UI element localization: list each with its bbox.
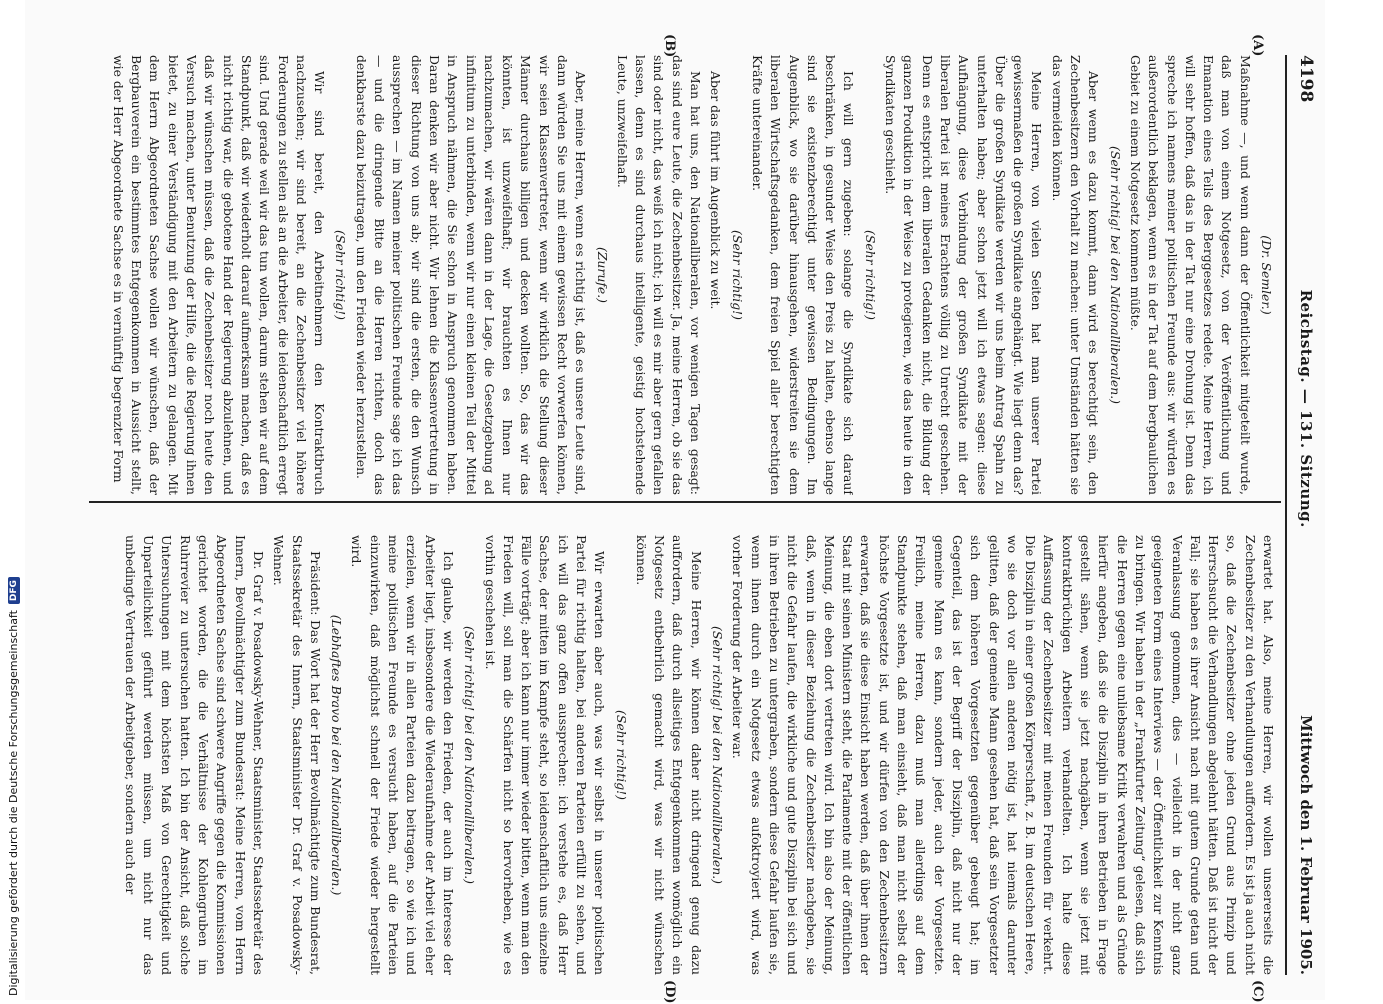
dfg-logo-icon: DFG <box>8 577 20 604</box>
session-title: Reichstag. — 131. Sitzung. <box>1297 289 1315 528</box>
paragraph: Wir erwarten aber auch, was wir selbst in unserer politischen Partei für richtig halten, bei anderen Parteien erfüllt zu sehen, und ich will das ganz offen aussprechen: ich verstehe es, daß Herr Sachse, der mitten im Kampfe steht, so leidenschaftlich uns einzelne Fälle vorträgt; aber ich kann nur immer wieder bitten, wenn man den Frieden will, soll man die Schärfen nicht so hervorheben, wie es vorhin geschehen ist. <box>482 535 608 975</box>
paragraph: Man hat uns, den Nationalliberalen, vor wenigen Tagen gesagt: das sind eure Leute, die Zechenbesitzer. Ja, meine Herren, ob sie das sind oder nicht, das weiß ich nicht; ich will es mir aber gern gefallen lassen, denn es sind durchaus intelligente, geistig hochstehende Leute, unzweifelhaft. <box>614 55 704 495</box>
margin-marker-b: (B) <box>662 34 677 58</box>
margin-marker-a: (A) <box>1250 34 1265 57</box>
margin-marker-d: (D) <box>662 980 677 1004</box>
credit-text: Digitalisierung gefördert durch die Deutsche Forschungsgemeinschaft <box>7 610 20 996</box>
session-date: Mittwoch den 1. Februar 1905. <box>1297 715 1315 975</box>
column-divider <box>89 501 1281 503</box>
speaker-paragraph: Dr. Graf v. Posadowsky-Wehner, Staatsminister, Staatssekretär des Innern, Bevollmächtigter zum Bundesrat: Meine Herren, vom Herrn Abgeordneten Sachse sind schwere Angriffe gegen die Kommissionen gerichtet worden, die die Verhältnisse der Kohlengruben im Ruhrrevier zu untersuchen hatten. Ich bin der Ansicht, daß solche Untersuchungen mit dem höchsten Maß von Gerechtigkeit und Unparteilichkeit geführt werden müssen, um nicht nur das unbedingte Vertrauen der Arbeitgeber, sondern auch der <box>122 535 266 975</box>
interjection: (Sehr richtig!) <box>333 230 349 320</box>
paragraph: erwartet hat. Also, meine Herren, wir wollen unsererseits die Zechenbesitzer zu den Verhandlungen auffordern. Es ist ja auch nicht so, daß die Zechenbesitzer ohne jeden Grund aus Prinzip und Herrschsucht die Verhandlungen abgelehnt hätten. Daß ist nicht der Fall; sie haben es ihrer Ansicht nach mit gutem Grunde getan und Veranlassung genommen, dies — vielleicht in der nicht ganz geeigneten Form eines Interviews — der Öffentlichkeit zur Kenntnis zu bringen. Wir haben in der „Frankfurter Zeitung“ gelesen, daß sich die Herren gegen eine unliebsame Kritik verwahren und als Gründe hierfür angeben, daß sie die Disziplin in ihren Betrieben in Frage gestellt sähen, wenn sie jetzt nachgäben, wenn sie jetzt mit kontraktbrüchigen Arbeitern verhandelten. Ich halte diese Auffassung der Zechenbesitzer mit meinen Freunden für verkehrt. Die Disziplin in einer großen Körperschaft, z. B. im deutschen Heere, wo sie doch vor allen anderen nötig ist, hat niemals darunter gelitten, daß der gemeine Mann gesehen hat, daß sein Vorgesetzter sich dem höheren Vorgesetzten gegenüber gebeugt hat; im Gegenteil, das ist der Begriff der Disziplin, daß nicht nur der gemeine Mann es kann, sondern jeder, auch der Vorgesetzte. Freilich, meine Herren, dazu muß man allerdings auf dem Standpunkte stehen, daß man einsieht, daß man nicht selbst der höchste Vorgesetzte ist, und wir dürfen von den Zechenbesitzern erwarten, daß sie diese Einsicht haben werden, daß über ihnen der Staat mit seinen Ministern steht, die Parlamente mit der öffentlichen Meinung, die eben dort vertreten wird. Ich bin also der Meinung, daß, wenn in dieser Beziehung die Zechenbesitzer nachgeben, sie nicht die Gefahr laufen, die wirkliche und gute Disziplin bei sich und in ihren Betrieben zu untergraben, sondern diese Gefahr laufen sie, wenn ihnen durch ein Notgesetz etwas aufoktroyiert wird, was vorher Forderung der Arbeiter war. <box>730 535 1276 975</box>
paragraph: Meine Herren, von vielen Seiten hat man unserer Partei gewissermaßen die großen Syndikate angehängt. Wie liegt denn das? Über die großen Syndikate werden wir uns beim Antrag Spahn zu unterhalten haben; aber schon jetzt will ich etwas sagen: diese Aufhängung, diese Verbindung der großen Syndikate mit der liberalen Partei ist meines Erachtens völlig zu Unrecht geschehen. Denn es entspricht dem liberalen Gedanken nicht, die Bildung der ganzen Produktion in der Weise zu protegieren, wie das heute in den Syndikaten geschieht. <box>883 55 1045 495</box>
paragraph: Wir sind bereit, den Arbeitnehmern den Kontraktbruch nachzusehen; wir sind bereit, an die Zechenbesitzer viel höhere Forderungen zu stellen als an die Arbeiter, die leidenschaftlich erregt sind. Und gerade weil wir das tun wollen, darum stehen wir auf dem Standpunkt, daß wir wiederholt darauf aufmerksam machen, daß es nicht richtig war, die gebotene Hand der Regierung abzulehnen, und daß wir wünschen müssen, daß die Zechenbesitzer noch heute den Versuch machen, unter Benutzung der Hilfe, die die Regierung ihnen bietet, zu einer Verständigung mit den Arbeitern zu gelangen. Mit dem Herrn Abgeordneten Sachse wollen wir wünschen, daß der Bergbauverein ein bestimmtes Entgegenkommen in Aussicht stellt, wie der Herr Abgeordnete Sachse es in vernünftig begrenzter Form <box>110 55 328 495</box>
interjection: (Lebhaftes Bravo bei den Nationalliberalen.) <box>329 614 345 896</box>
page-header <box>1285 55 1325 975</box>
page-number: 4198 <box>1296 55 1316 103</box>
paragraph: Aber, meine Herren, wenn es richtig ist, daß es unsere Leute sind, dann würden Sie uns mit einem gewissen Recht vorwerfen können, wir seien Klassenvertreter, wenn wir wirklich die Stellung dieser Männer durchaus billigen und decken wollten. So, das wir das könnten, ist unzweifelhaft; wir brauchten es Ihnen nur nachzumachen, wir wären dann in der Lage, die Gesetzgebung ad infinitum zu unterbinden, wenn wir nur einen kleinen Teil der Mittel in Anspruch nähmen, die Sie schon in Anspruch genommen haben. Daran denken wir aber nicht. Wir lehnen die Klassenvertretung in dieser Richtung von uns ab; wir sind die ersten, die den Wunsch aussprechen — im Namen meiner politischen Freunde sage ich das — und die dringende Bitte an die Herren richten, doch das denkbarste dazu beizutragen, um den Frieden wieder herzustellen. <box>353 55 589 495</box>
speaker-reference: (Dr. Semler.) <box>1259 235 1274 315</box>
paragraph: Aber das führt im Augenblick zu weit. <box>708 71 724 310</box>
paragraph: Maßnahme —, und wenn dann der Öffentlichkeit mitgeteilt wurde, daß man von einem Notgesetz, von der Veröffentlichung und Emanation eines Teils des Berggesetzes redete. Meine Herren, ich will sehr hoffen, daß das in der Tat nur eine Drohung ist. Denn das spreche ich namens meiner politischen Freunde aus: wir würden es außerordentlich beklagen, wenn es in der Tat auf dem bergbaulichen Gebiet zu einem Notgesetz kommen müßte. <box>1127 55 1253 495</box>
right-column <box>97 535 1277 975</box>
paragraph: Aber wenn es dazu kommt, dann wird es berechtigt sein, den Zechenbesitzern den Vorhalt zu machen: unter Umständen hätten sie das vermeiden können. <box>1049 55 1102 495</box>
margin-marker-c: (C) <box>1250 980 1265 1003</box>
left-column <box>97 55 1277 495</box>
interjection: (Sehr richtig!) <box>613 710 629 800</box>
interjection: (Sehr richtig! bei den Nationalliberalen.) <box>1107 146 1123 404</box>
paragraph: Ich will gern zugeben: solange die Syndikate sich darauf beschränken, in gesunder Weise den Preis zu halten, ebenso lange sind sie existenzberechtigt unter gewissen Bedingungen. Im Augenblick, wo sie darüber hinausgehen, widerstreiten sie dem liberalen Wirtschaftsgedanken, dem freien Spiel aller berechtigten Kräfte untereinander. <box>749 55 857 495</box>
paragraph: Meine Herren, wir können daher nicht dringend genug dazu auffordern, daß durch allseitiges Entgegenkommen womöglich ein Notgesetz entbehrlich gemacht wird, was wir nicht wünschen können. <box>633 535 704 975</box>
interjection: (Sehr richtig! bei den Nationalliberalen.) <box>710 626 726 884</box>
interjection: (Sehr richtig!) <box>862 230 878 320</box>
interjection: (Sehr richtig!) <box>729 230 745 320</box>
paragraph: Ich glaube, wir werden den Frieden, der auch im Interesse der Arbeiter liegt, insbesondere die Wiederaufnahme der Arbeit viel eher erzielen, wenn wir in allen Parteien dazu beitragen, so wie ich und meine politischen Freunde es versucht haben, auf die Parteien einzuwirken, daß möglichst schnell der Friede wieder hergestellt wird. <box>349 535 456 975</box>
interjection: (Sehr richtig! bei den Nationalliberalen.) <box>462 626 478 884</box>
president-paragraph: Präsident: Das Wort hat der Herr Bevollmächtigte zum Bundesrat, Staatssekretär des Innern, Staatsminister Dr. Graf v. Posadowsky-Wehner. <box>271 535 323 975</box>
interjection: (Zurufe.) <box>594 246 610 304</box>
scanned-page <box>25 0 1325 1004</box>
digitization-credit <box>7 577 20 996</box>
